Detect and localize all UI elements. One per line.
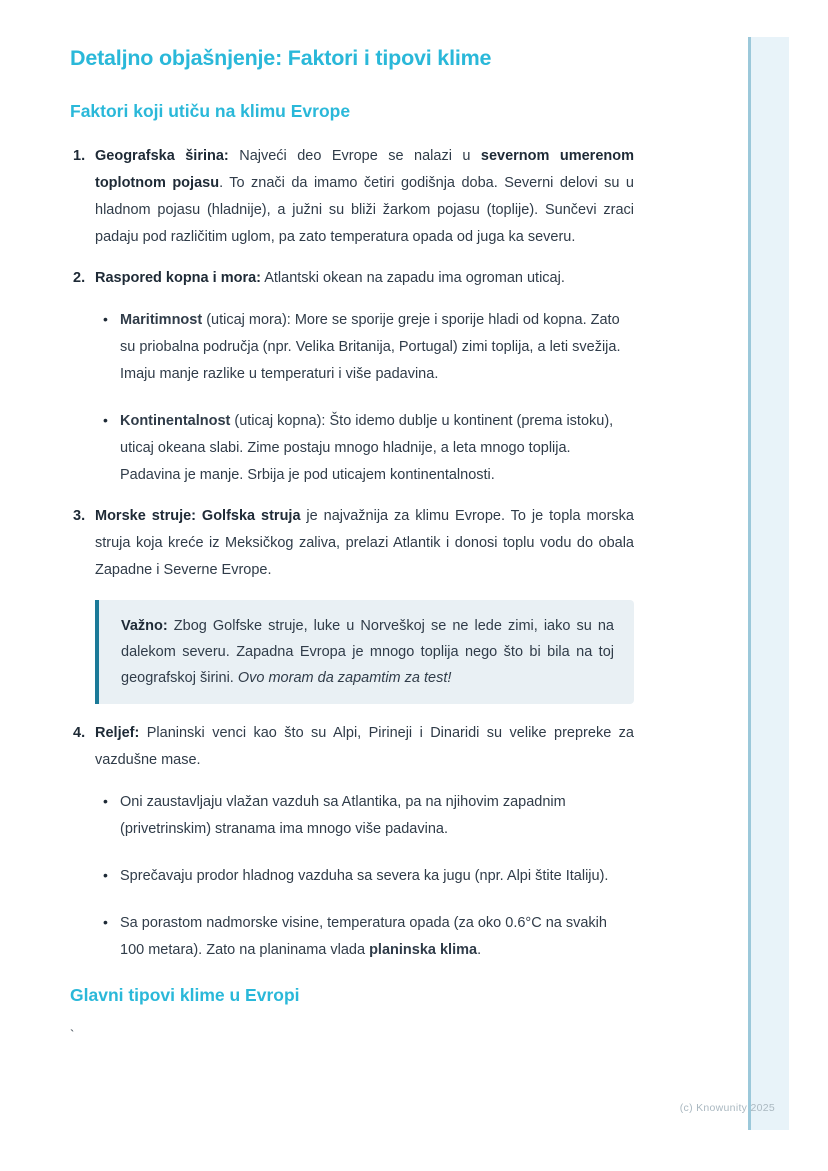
important-callout: Važno: Zbog Golfske struje, luke u Norveškoj se ne lede zimi, iako su na dalekom severu. Zapadna Evropa je mnogo toplija nego što bi bila na toj geografskoj širini. Ovo moram da zapamtim za test!	[95, 600, 634, 704]
list-number: 1.	[73, 148, 86, 164]
list-number: 3.	[73, 508, 86, 524]
sub-bullet-list	[95, 789, 634, 964]
bullet-item-hladan-vazduh	[103, 863, 634, 890]
bullet-dot: •	[103, 793, 108, 809]
stray-backtick-text: `	[70, 1027, 75, 1042]
section-heading-factors: Faktori koji utiču na klimu Evrope	[70, 101, 351, 121]
bullet-text: Maritimnost (uticaj mora): More se sporije greje i sporije hladi od kopna. Zato su priobalna područja (npr. Velika Britanija, Portugal) zimi toplija, a leti svežija. Imaju manje razlike u temperaturi i više padavina.	[120, 312, 621, 382]
factors-list	[70, 143, 634, 964]
bullet-dot: •	[103, 412, 108, 428]
bullet-text: Sa porastom nadmorske visine, temperatura opada (za oko 0.6°C na svakih 100 metara). Zato na planinama vlada planinska klima.	[120, 915, 607, 958]
list-item-text: Geografska širina: Najveći deo Evrope se nalazi u severnom umerenom toplotnom pojasu. To znači da imamo četiri godišnja doba. Severni delovi su u hladnom pojasu (hladnije), a južni su bliži žarkom pojasu (toplije). Sunčevi zraci padaju pod različitim uglom, pa zato temperatura opada od juga ka severu.	[95, 148, 634, 245]
section-heading-tipovi-klime: Glavni tipovi klime u Evropi	[70, 985, 300, 1005]
list-item-morske-struje	[73, 503, 634, 704]
bullet-dot: •	[103, 914, 108, 930]
bullet-item-kontinentalnost	[103, 408, 634, 489]
bullet-item-nadmorska-visina	[103, 910, 634, 964]
list-item-reljef	[73, 720, 634, 964]
list-number: 2.	[73, 270, 86, 286]
bullet-text: Kontinentalnost (uticaj kopna): Što idemo dublje u kontinent (prema istoku), uticaj okeana slabi. Zime postaju mnogo hladnije, a leta mnogo toplija. Padavina je manje. Srbija je pod uticajem kontinentalnosti.	[120, 413, 614, 483]
bullet-text: Oni zaustavljaju vlažan vazduh sa Atlantika, pa na njihovim zapadnim (privetrinskim) stranama ima mnogo više padavina.	[120, 794, 566, 837]
sub-bullet-list	[95, 307, 634, 489]
bullet-item-vlazan-vazduh	[103, 789, 634, 843]
list-item-text: Reljef: Planinski venci kao što su Alpi, Pirineji i Dinaridi su velike prepreke za vazdušne mase.	[95, 725, 634, 768]
page-title: Detaljno objašnjenje: Faktori i tipovi klime	[70, 46, 492, 70]
list-number: 4.	[73, 725, 86, 741]
bullet-dot: •	[103, 867, 108, 883]
bullet-dot: •	[103, 311, 108, 327]
content-area	[70, 0, 634, 1042]
list-item-text: Raspored kopna i mora: Atlantski okean na zapadu ima ogroman uticaj.	[95, 270, 565, 286]
list-item-raspored-kopna-i-mora	[73, 265, 634, 489]
bullet-text: Sprečavaju prodor hladnog vazduha sa severa ka jugu (npr. Alpi štite Italiju).	[120, 868, 609, 884]
list-item-geografska-sirina	[73, 143, 634, 251]
list-item-text: Morske struje: Golfska struja je najvažnija za klimu Evrope. To je topla morska struja koja kreće iz Meksičkog zaliva, prelazi Atlantik i donosi toplu vodu do obala Zapadne i Severne Evrope.	[95, 508, 634, 578]
bullet-item-maritimnost	[103, 307, 634, 388]
page-edge-strip	[748, 37, 789, 1130]
footer-credit: (c) Knowunity 2025	[679, 1102, 775, 1114]
